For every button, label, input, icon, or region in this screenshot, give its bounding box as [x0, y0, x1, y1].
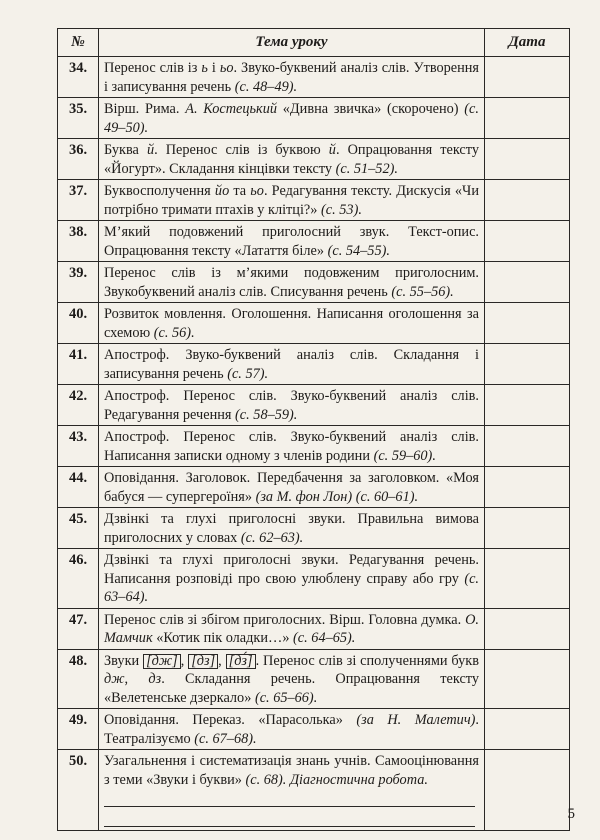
lesson-topic [99, 750, 485, 831]
lesson-topic [99, 709, 485, 750]
table-row [58, 549, 570, 609]
lesson-date-cell[interactable] [485, 303, 570, 344]
lesson-topic [99, 508, 485, 549]
lesson-topic [99, 98, 485, 139]
lesson-topic [99, 139, 485, 180]
table-row [58, 303, 570, 344]
table-header-row [58, 29, 570, 57]
lesson-date-cell[interactable] [485, 262, 570, 303]
lesson-number: 46. [58, 549, 99, 609]
topic-text: . Перенос слів із буквою [154, 142, 329, 158]
table-row [58, 426, 570, 467]
topic-text: й [146, 142, 155, 158]
topic-text: ь [201, 60, 208, 76]
topic-text: (с. 65–66). [254, 689, 318, 706]
lesson-topic [99, 221, 485, 262]
writing-line [104, 789, 475, 807]
topic-text: . Театралізуємо [104, 712, 479, 747]
sound-notation: [дз́] [226, 654, 256, 669]
table-row [58, 750, 570, 831]
topic-text: . Звуко-буквений аналіз слів. Утворення і записування речень [104, 60, 479, 95]
table-row [58, 608, 570, 649]
topic-text: (с. 59–60). [373, 447, 436, 464]
table-row [58, 649, 570, 709]
topic-text: Буква [104, 142, 147, 158]
table-row [58, 385, 570, 426]
table-row [58, 467, 570, 508]
topic-text: ьо [250, 183, 264, 199]
topic-text: (с. 64–65). [293, 630, 356, 646]
lesson-date-cell[interactable] [485, 98, 570, 139]
lesson-date-cell[interactable] [485, 549, 570, 609]
topic-text: (с. 63–64). [104, 570, 479, 605]
lesson-number: 44. [58, 467, 99, 508]
topic-text: ьо [219, 60, 234, 76]
topic-text: (с. 54–55). [327, 242, 390, 259]
lesson-date-cell[interactable] [485, 57, 570, 98]
topic-text: (с. 68). Діагностична робота. [245, 771, 428, 788]
topic-text: Перенос слів зі збігом приголосних. Вірш. Головна думка. [104, 611, 466, 628]
header-date: Дата [485, 29, 570, 57]
topic-text: (за М. фон Лон) (с. 60–61). [255, 488, 419, 505]
topic-text: , [124, 671, 149, 687]
lesson-topic [99, 57, 485, 98]
topic-text: (с. 51–52). [335, 160, 398, 177]
topic-text: . Складання речень. Опрацювання тексту «Велетенське дзеркало» [104, 671, 479, 706]
topic-text: А. Костецький [185, 101, 278, 117]
topic-text: М’який подовжений приголосний звук. Текст-опис. Опрацювання тексту «Латаття біле» [104, 224, 479, 259]
topic-text: «Котик пік оладки…» [152, 630, 294, 646]
topic-text: , [180, 652, 189, 669]
topic-text: «Дивна звичка» (скорочено) [277, 101, 465, 117]
topic-text: дж [104, 671, 125, 687]
topic-text: . Редагування тексту. Дискусія «Чи потрібно тримати птахів у клітці?» [104, 183, 479, 218]
topic-text: (с. 48–49). [234, 78, 298, 95]
topic-text: Дзвінкі та глухі приголосні звуки. Редагування речень. Написання розповіді про свою улюблену справу або гру [104, 552, 479, 587]
lesson-number: 49. [58, 709, 99, 750]
lesson-topic [99, 385, 485, 426]
lesson-number: 43. [58, 426, 99, 467]
topic-text: і [207, 60, 220, 76]
topic-text: . Перенос слів зі сполученнями букв [255, 652, 479, 669]
lesson-number: 37. [58, 180, 99, 221]
lesson-date-cell[interactable] [485, 344, 570, 385]
topic-text: (с. 49–50). [104, 101, 479, 136]
lesson-date-cell[interactable] [485, 139, 570, 180]
lesson-plan-table [57, 28, 570, 831]
topic-text: (с. 58–59). [235, 406, 298, 423]
header-topic: Тема уроку [99, 29, 485, 57]
topic-text: Вірш. Рима. [104, 101, 186, 117]
table-row [58, 139, 570, 180]
topic-text: Апостроф. Перенос слів. Звуко-буквений аналіз слів. Написання записки одному з членів родини [104, 429, 479, 464]
topic-text: й [328, 142, 336, 158]
topic-text: йо [214, 183, 230, 199]
lesson-number: 48. [58, 649, 99, 709]
table-row [58, 508, 570, 549]
lesson-rows [58, 57, 570, 831]
topic-text: (с. 53). [321, 201, 362, 218]
lesson-topic [99, 426, 485, 467]
lesson-date-cell[interactable] [485, 508, 570, 549]
topic-text: . Опрацювання тексту «Йогурт». Складання кінцівки тексту [104, 142, 479, 177]
table-row [58, 344, 570, 385]
page-number: 5 [567, 806, 575, 822]
sound-notation: [дз] [188, 654, 218, 669]
topic-text: (с. 57). [227, 365, 269, 382]
topic-text: Апостроф. Перенос слів. Звуко-буквений аналіз слів. Редагування речення [104, 388, 479, 423]
topic-text: (с. 67–68). [194, 730, 257, 747]
topic-text: Узагальнення і систематизація знань учнів. Самооцінювання з теми «Звуки і букви» [104, 753, 479, 788]
lesson-number: 42. [58, 385, 99, 426]
topic-text: (с. 56). [153, 324, 195, 341]
topic-text: Дзвінкі та глухі приголосні звуки. Правильна вимова приголосних у словах [104, 511, 479, 546]
topic-text: Оповідання. Заголовок. Передбачення за заголовком. «Моя бабуся — супергероїня» [104, 470, 479, 505]
lesson-number: 41. [58, 344, 99, 385]
table-row [58, 709, 570, 750]
topic-text: Звуки [104, 652, 144, 669]
topic-text: Буквосполучення [104, 183, 215, 199]
table-row [58, 98, 570, 139]
topic-text: дз [148, 671, 162, 687]
lesson-date-cell[interactable] [485, 709, 570, 750]
topic-text: (с. 62–63). [240, 529, 304, 546]
lesson-number: 45. [58, 508, 99, 549]
lesson-number: 39. [58, 262, 99, 303]
lesson-number: 38. [58, 221, 99, 262]
lesson-date-cell[interactable] [485, 385, 570, 426]
lesson-number: 34. [58, 57, 99, 98]
table-row [58, 221, 570, 262]
lesson-topic [99, 303, 485, 344]
lesson-date-cell[interactable] [485, 180, 570, 221]
lesson-date-cell[interactable] [485, 221, 570, 262]
lesson-topic [99, 467, 485, 508]
lesson-number: 40. [58, 303, 99, 344]
lesson-topic [99, 549, 485, 609]
lesson-date-cell[interactable] [485, 426, 570, 467]
header-number: № [58, 29, 99, 57]
lesson-topic [99, 262, 485, 303]
lesson-date-cell[interactable] [485, 750, 570, 831]
topic-text: О. Мамчик [104, 611, 479, 646]
topic-text: (с. 55–56). [391, 283, 454, 300]
lesson-topic [99, 608, 485, 649]
lesson-topic [99, 344, 485, 385]
lesson-number: 47. [58, 608, 99, 649]
sound-notation: [дж] [143, 654, 181, 669]
lesson-number: 50. [58, 750, 99, 831]
table-row [58, 262, 570, 303]
lesson-date-cell[interactable] [485, 649, 570, 709]
topic-text: (за Н. Малетич) [356, 712, 476, 728]
topic-text: Перенос слів із м’якими подовженим приголосним. Звукобуквений аналіз слів. Списування речень [104, 265, 479, 300]
lesson-topic [99, 180, 485, 221]
lesson-number: 36. [58, 139, 99, 180]
topic-text: Оповідання. Переказ. «Парасолька» [104, 712, 357, 728]
table-row [58, 57, 570, 98]
lesson-date-cell[interactable] [485, 608, 570, 649]
lesson-number: 35. [58, 98, 99, 139]
lesson-topic [99, 649, 485, 709]
topic-text: та [229, 183, 251, 199]
topic-text: Розвиток мовлення. Оголошення. Написання оголошення за схемою [104, 306, 479, 341]
topic-text: Перенос слів із [104, 60, 202, 76]
writing-line [104, 809, 475, 827]
table-row [58, 180, 570, 221]
topic-text: , [218, 652, 226, 669]
topic-text: Апостроф. Звуко-буквений аналіз слів. Складання і записування речень [104, 347, 479, 382]
lesson-date-cell[interactable] [485, 467, 570, 508]
